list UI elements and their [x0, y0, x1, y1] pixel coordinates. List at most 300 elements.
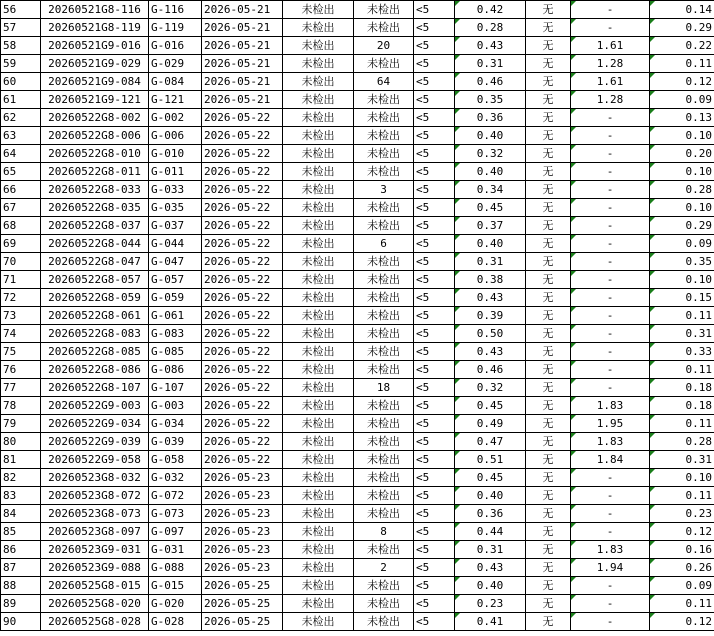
value-f-cell[interactable]: - [571, 235, 650, 253]
result-c-cell[interactable]: <5 [414, 145, 455, 163]
sample-code-cell[interactable]: 20260521G9-016 [41, 37, 149, 55]
result-b-cell[interactable]: 6 [354, 235, 414, 253]
value-f-cell[interactable]: 1.61 [571, 73, 650, 91]
result-a-cell[interactable]: 未检出 [283, 451, 354, 469]
date-cell[interactable]: 2026-05-22 [202, 307, 283, 325]
row-number-cell[interactable]: 56 [1, 1, 41, 19]
sample-id-cell[interactable]: G-015 [149, 577, 202, 595]
sample-id-cell[interactable]: G-035 [149, 199, 202, 217]
value-d-cell[interactable]: 0.42 [455, 1, 526, 19]
value-d-cell[interactable]: 0.32 [455, 379, 526, 397]
value-g-cell[interactable]: 0.18 [650, 397, 714, 415]
sample-id-cell[interactable]: G-073 [149, 505, 202, 523]
value-g-cell[interactable]: 0.28 [650, 433, 714, 451]
result-e-cell[interactable]: 无 [526, 217, 571, 235]
result-e-cell[interactable]: 无 [526, 433, 571, 451]
value-f-cell[interactable]: - [571, 469, 650, 487]
sample-code-cell[interactable]: 20260522G8-107 [41, 379, 149, 397]
result-a-cell[interactable]: 未检出 [283, 613, 354, 631]
result-b-cell[interactable]: 未检出 [354, 253, 414, 271]
row-number-cell[interactable]: 74 [1, 325, 41, 343]
value-f-cell[interactable]: - [571, 145, 650, 163]
value-d-cell[interactable]: 0.40 [455, 163, 526, 181]
sample-id-cell[interactable]: G-002 [149, 109, 202, 127]
result-a-cell[interactable]: 未检出 [283, 19, 354, 37]
value-g-cell[interactable]: 0.20 [650, 145, 714, 163]
result-e-cell[interactable]: 无 [526, 127, 571, 145]
result-b-cell[interactable]: 未检出 [354, 577, 414, 595]
sample-code-cell[interactable]: 20260521G9-121 [41, 91, 149, 109]
value-f-cell[interactable]: - [571, 289, 650, 307]
date-cell[interactable]: 2026-05-25 [202, 613, 283, 631]
sample-id-cell[interactable]: G-006 [149, 127, 202, 145]
value-f-cell[interactable]: - [571, 577, 650, 595]
date-cell[interactable]: 2026-05-23 [202, 541, 283, 559]
value-g-cell[interactable]: 0.10 [650, 271, 714, 289]
value-f-cell[interactable]: 1.61 [571, 37, 650, 55]
date-cell[interactable]: 2026-05-22 [202, 343, 283, 361]
result-c-cell[interactable]: <5 [414, 487, 455, 505]
row-number-cell[interactable]: 87 [1, 559, 41, 577]
result-a-cell[interactable]: 未检出 [283, 397, 354, 415]
result-a-cell[interactable]: 未检出 [283, 109, 354, 127]
result-e-cell[interactable]: 无 [526, 253, 571, 271]
result-b-cell[interactable]: 未检出 [354, 217, 414, 235]
result-a-cell[interactable]: 未检出 [283, 37, 354, 55]
result-c-cell[interactable]: <5 [414, 91, 455, 109]
date-cell[interactable]: 2026-05-22 [202, 397, 283, 415]
sample-code-cell[interactable]: 20260523G8-072 [41, 487, 149, 505]
date-cell[interactable]: 2026-05-23 [202, 559, 283, 577]
date-cell[interactable]: 2026-05-22 [202, 433, 283, 451]
row-number-cell[interactable]: 76 [1, 361, 41, 379]
value-d-cell[interactable]: 0.40 [455, 487, 526, 505]
row-number-cell[interactable]: 69 [1, 235, 41, 253]
date-cell[interactable]: 2026-05-22 [202, 271, 283, 289]
result-a-cell[interactable]: 未检出 [283, 523, 354, 541]
result-c-cell[interactable]: <5 [414, 523, 455, 541]
result-e-cell[interactable]: 无 [526, 541, 571, 559]
value-g-cell[interactable]: 0.28 [650, 181, 714, 199]
result-a-cell[interactable]: 未检出 [283, 307, 354, 325]
result-e-cell[interactable]: 无 [526, 19, 571, 37]
result-e-cell[interactable]: 无 [526, 343, 571, 361]
result-b-cell[interactable]: 未检出 [354, 469, 414, 487]
value-f-cell[interactable]: 1.83 [571, 397, 650, 415]
sample-code-cell[interactable]: 20260521G9-029 [41, 55, 149, 73]
result-b-cell[interactable]: 未检出 [354, 199, 414, 217]
value-g-cell[interactable]: 0.12 [650, 73, 714, 91]
result-c-cell[interactable]: <5 [414, 253, 455, 271]
result-b-cell[interactable]: 未检出 [354, 325, 414, 343]
result-b-cell[interactable]: 未检出 [354, 163, 414, 181]
result-c-cell[interactable]: <5 [414, 469, 455, 487]
result-b-cell[interactable]: 未检出 [354, 361, 414, 379]
value-d-cell[interactable]: 0.34 [455, 181, 526, 199]
sample-code-cell[interactable]: 20260522G9-039 [41, 433, 149, 451]
date-cell[interactable]: 2026-05-23 [202, 505, 283, 523]
value-g-cell[interactable]: 0.16 [650, 541, 714, 559]
sample-code-cell[interactable]: 20260522G8-057 [41, 271, 149, 289]
result-b-cell[interactable]: 8 [354, 523, 414, 541]
row-number-cell[interactable]: 59 [1, 55, 41, 73]
date-cell[interactable]: 2026-05-22 [202, 361, 283, 379]
value-g-cell[interactable]: 0.14 [650, 1, 714, 19]
result-a-cell[interactable]: 未检出 [283, 217, 354, 235]
result-b-cell[interactable]: 未检出 [354, 397, 414, 415]
result-b-cell[interactable]: 未检出 [354, 1, 414, 19]
date-cell[interactable]: 2026-05-21 [202, 1, 283, 19]
result-b-cell[interactable]: 未检出 [354, 127, 414, 145]
result-a-cell[interactable]: 未检出 [283, 73, 354, 91]
result-e-cell[interactable]: 无 [526, 55, 571, 73]
value-d-cell[interactable]: 0.51 [455, 451, 526, 469]
sample-id-cell[interactable]: G-028 [149, 613, 202, 631]
result-e-cell[interactable]: 无 [526, 307, 571, 325]
value-g-cell[interactable]: 0.09 [650, 235, 714, 253]
sample-id-cell[interactable]: G-086 [149, 361, 202, 379]
value-g-cell[interactable]: 0.12 [650, 523, 714, 541]
value-g-cell[interactable]: 0.33 [650, 343, 714, 361]
sample-id-cell[interactable]: G-016 [149, 37, 202, 55]
row-number-cell[interactable]: 88 [1, 577, 41, 595]
result-b-cell[interactable]: 64 [354, 73, 414, 91]
value-g-cell[interactable]: 0.12 [650, 613, 714, 631]
result-e-cell[interactable]: 无 [526, 451, 571, 469]
sample-code-cell[interactable]: 20260525G8-028 [41, 613, 149, 631]
sample-code-cell[interactable]: 20260521G8-116 [41, 1, 149, 19]
value-d-cell[interactable]: 0.32 [455, 145, 526, 163]
row-number-cell[interactable]: 71 [1, 271, 41, 289]
value-d-cell[interactable]: 0.31 [455, 55, 526, 73]
value-f-cell[interactable]: - [571, 595, 650, 613]
row-number-cell[interactable]: 61 [1, 91, 41, 109]
value-d-cell[interactable]: 0.50 [455, 325, 526, 343]
result-e-cell[interactable]: 无 [526, 469, 571, 487]
result-c-cell[interactable]: <5 [414, 595, 455, 613]
row-number-cell[interactable]: 84 [1, 505, 41, 523]
value-d-cell[interactable]: 0.47 [455, 433, 526, 451]
result-c-cell[interactable]: <5 [414, 109, 455, 127]
date-cell[interactable]: 2026-05-21 [202, 55, 283, 73]
result-c-cell[interactable]: <5 [414, 307, 455, 325]
sample-code-cell[interactable]: 20260523G8-073 [41, 505, 149, 523]
date-cell[interactable]: 2026-05-22 [202, 145, 283, 163]
sample-code-cell[interactable]: 20260523G8-032 [41, 469, 149, 487]
value-g-cell[interactable]: 0.11 [650, 415, 714, 433]
result-a-cell[interactable]: 未检出 [283, 433, 354, 451]
result-e-cell[interactable]: 无 [526, 379, 571, 397]
value-f-cell[interactable]: - [571, 487, 650, 505]
value-d-cell[interactable]: 0.38 [455, 271, 526, 289]
sample-id-cell[interactable]: G-119 [149, 19, 202, 37]
value-f-cell[interactable]: - [571, 199, 650, 217]
result-b-cell[interactable]: 未检出 [354, 343, 414, 361]
result-e-cell[interactable]: 无 [526, 73, 571, 91]
row-number-cell[interactable]: 86 [1, 541, 41, 559]
value-d-cell[interactable]: 0.31 [455, 253, 526, 271]
result-e-cell[interactable]: 无 [526, 37, 571, 55]
result-e-cell[interactable]: 无 [526, 361, 571, 379]
value-f-cell[interactable]: - [571, 325, 650, 343]
result-a-cell[interactable]: 未检出 [283, 199, 354, 217]
sample-id-cell[interactable]: G-072 [149, 487, 202, 505]
value-d-cell[interactable]: 0.37 [455, 217, 526, 235]
result-a-cell[interactable]: 未检出 [283, 1, 354, 19]
row-number-cell[interactable]: 82 [1, 469, 41, 487]
value-d-cell[interactable]: 0.46 [455, 73, 526, 91]
result-a-cell[interactable]: 未检出 [283, 271, 354, 289]
result-c-cell[interactable]: <5 [414, 613, 455, 631]
result-e-cell[interactable]: 无 [526, 181, 571, 199]
value-f-cell[interactable]: - [571, 505, 650, 523]
result-c-cell[interactable]: <5 [414, 559, 455, 577]
result-c-cell[interactable]: <5 [414, 1, 455, 19]
result-b-cell[interactable]: 未检出 [354, 433, 414, 451]
result-c-cell[interactable]: <5 [414, 541, 455, 559]
sample-id-cell[interactable]: G-083 [149, 325, 202, 343]
row-number-cell[interactable]: 79 [1, 415, 41, 433]
date-cell[interactable]: 2026-05-22 [202, 235, 283, 253]
date-cell[interactable]: 2026-05-25 [202, 577, 283, 595]
value-d-cell[interactable]: 0.41 [455, 613, 526, 631]
result-e-cell[interactable]: 无 [526, 595, 571, 613]
value-g-cell[interactable]: 0.11 [650, 307, 714, 325]
value-d-cell[interactable]: 0.43 [455, 559, 526, 577]
value-f-cell[interactable]: 1.83 [571, 433, 650, 451]
result-e-cell[interactable]: 无 [526, 109, 571, 127]
value-f-cell[interactable]: 1.95 [571, 415, 650, 433]
row-number-cell[interactable]: 78 [1, 397, 41, 415]
result-b-cell[interactable]: 未检出 [354, 109, 414, 127]
sample-code-cell[interactable]: 20260525G8-015 [41, 577, 149, 595]
value-g-cell[interactable]: 0.09 [650, 577, 714, 595]
result-a-cell[interactable]: 未检出 [283, 325, 354, 343]
value-d-cell[interactable]: 0.45 [455, 199, 526, 217]
row-number-cell[interactable]: 81 [1, 451, 41, 469]
value-d-cell[interactable]: 0.39 [455, 307, 526, 325]
date-cell[interactable]: 2026-05-22 [202, 379, 283, 397]
sample-code-cell[interactable]: 20260521G9-084 [41, 73, 149, 91]
result-c-cell[interactable]: <5 [414, 163, 455, 181]
result-b-cell[interactable]: 未检出 [354, 415, 414, 433]
sample-id-cell[interactable]: G-039 [149, 433, 202, 451]
sample-id-cell[interactable]: G-010 [149, 145, 202, 163]
value-d-cell[interactable]: 0.31 [455, 541, 526, 559]
value-f-cell[interactable]: 1.28 [571, 55, 650, 73]
result-a-cell[interactable]: 未检出 [283, 541, 354, 559]
result-e-cell[interactable]: 无 [526, 577, 571, 595]
value-f-cell[interactable]: - [571, 307, 650, 325]
sample-id-cell[interactable]: G-061 [149, 307, 202, 325]
date-cell[interactable]: 2026-05-21 [202, 73, 283, 91]
value-g-cell[interactable]: 0.10 [650, 127, 714, 145]
sample-id-cell[interactable]: G-057 [149, 271, 202, 289]
value-d-cell[interactable]: 0.46 [455, 361, 526, 379]
result-e-cell[interactable]: 无 [526, 199, 571, 217]
value-g-cell[interactable]: 0.26 [650, 559, 714, 577]
result-b-cell[interactable]: 未检出 [354, 307, 414, 325]
value-f-cell[interactable]: 1.83 [571, 541, 650, 559]
value-d-cell[interactable]: 0.45 [455, 469, 526, 487]
sample-id-cell[interactable]: G-031 [149, 541, 202, 559]
result-b-cell[interactable]: 2 [354, 559, 414, 577]
date-cell[interactable]: 2026-05-22 [202, 127, 283, 145]
result-c-cell[interactable]: <5 [414, 19, 455, 37]
sample-code-cell[interactable]: 20260522G8-059 [41, 289, 149, 307]
date-cell[interactable]: 2026-05-23 [202, 487, 283, 505]
sample-code-cell[interactable]: 20260522G8-006 [41, 127, 149, 145]
result-a-cell[interactable]: 未检出 [283, 469, 354, 487]
sample-code-cell[interactable]: 20260522G9-003 [41, 397, 149, 415]
value-f-cell[interactable]: - [571, 217, 650, 235]
result-a-cell[interactable]: 未检出 [283, 181, 354, 199]
value-g-cell[interactable]: 0.11 [650, 487, 714, 505]
sample-id-cell[interactable]: G-037 [149, 217, 202, 235]
sample-id-cell[interactable]: G-020 [149, 595, 202, 613]
result-c-cell[interactable]: <5 [414, 199, 455, 217]
result-e-cell[interactable]: 无 [526, 271, 571, 289]
result-c-cell[interactable]: <5 [414, 325, 455, 343]
date-cell[interactable]: 2026-05-22 [202, 163, 283, 181]
sample-code-cell[interactable]: 20260523G8-097 [41, 523, 149, 541]
value-d-cell[interactable]: 0.44 [455, 523, 526, 541]
result-e-cell[interactable]: 无 [526, 1, 571, 19]
value-g-cell[interactable]: 0.35 [650, 253, 714, 271]
value-g-cell[interactable]: 0.10 [650, 163, 714, 181]
sample-code-cell[interactable]: 20260522G9-034 [41, 415, 149, 433]
result-e-cell[interactable]: 无 [526, 613, 571, 631]
date-cell[interactable]: 2026-05-23 [202, 523, 283, 541]
date-cell[interactable]: 2026-05-21 [202, 91, 283, 109]
value-d-cell[interactable]: 0.49 [455, 415, 526, 433]
result-a-cell[interactable]: 未检出 [283, 127, 354, 145]
row-number-cell[interactable]: 89 [1, 595, 41, 613]
value-g-cell[interactable]: 0.15 [650, 289, 714, 307]
value-f-cell[interactable]: - [571, 361, 650, 379]
date-cell[interactable]: 2026-05-22 [202, 109, 283, 127]
row-number-cell[interactable]: 66 [1, 181, 41, 199]
value-d-cell[interactable]: 0.40 [455, 577, 526, 595]
result-a-cell[interactable]: 未检出 [283, 55, 354, 73]
value-g-cell[interactable]: 0.29 [650, 217, 714, 235]
result-c-cell[interactable]: <5 [414, 343, 455, 361]
sample-code-cell[interactable]: 20260522G8-002 [41, 109, 149, 127]
value-d-cell[interactable]: 0.35 [455, 91, 526, 109]
result-a-cell[interactable]: 未检出 [283, 559, 354, 577]
sample-id-cell[interactable]: G-121 [149, 91, 202, 109]
row-number-cell[interactable]: 65 [1, 163, 41, 181]
result-e-cell[interactable]: 无 [526, 145, 571, 163]
value-f-cell[interactable]: - [571, 109, 650, 127]
sample-code-cell[interactable]: 20260522G8-010 [41, 145, 149, 163]
sample-id-cell[interactable]: G-097 [149, 523, 202, 541]
date-cell[interactable]: 2026-05-22 [202, 415, 283, 433]
result-a-cell[interactable]: 未检出 [283, 577, 354, 595]
value-f-cell[interactable]: - [571, 379, 650, 397]
value-d-cell[interactable]: 0.43 [455, 343, 526, 361]
result-e-cell[interactable]: 无 [526, 487, 571, 505]
result-c-cell[interactable]: <5 [414, 505, 455, 523]
result-a-cell[interactable]: 未检出 [283, 595, 354, 613]
row-number-cell[interactable]: 67 [1, 199, 41, 217]
date-cell[interactable]: 2026-05-22 [202, 325, 283, 343]
sample-id-cell[interactable]: G-085 [149, 343, 202, 361]
row-number-cell[interactable]: 72 [1, 289, 41, 307]
result-a-cell[interactable]: 未检出 [283, 487, 354, 505]
result-b-cell[interactable]: 未检出 [354, 487, 414, 505]
result-c-cell[interactable]: <5 [414, 451, 455, 469]
value-f-cell[interactable]: - [571, 253, 650, 271]
result-b-cell[interactable]: 未检出 [354, 595, 414, 613]
date-cell[interactable]: 2026-05-25 [202, 595, 283, 613]
value-f-cell[interactable]: - [571, 613, 650, 631]
sample-code-cell[interactable]: 20260525G8-020 [41, 595, 149, 613]
row-number-cell[interactable]: 73 [1, 307, 41, 325]
date-cell[interactable]: 2026-05-22 [202, 253, 283, 271]
result-a-cell[interactable]: 未检出 [283, 145, 354, 163]
sample-id-cell[interactable]: G-011 [149, 163, 202, 181]
result-b-cell[interactable]: 20 [354, 37, 414, 55]
value-g-cell[interactable]: 0.18 [650, 379, 714, 397]
result-e-cell[interactable]: 无 [526, 397, 571, 415]
result-e-cell[interactable]: 无 [526, 505, 571, 523]
result-c-cell[interactable]: <5 [414, 361, 455, 379]
result-c-cell[interactable]: <5 [414, 289, 455, 307]
value-d-cell[interactable]: 0.36 [455, 109, 526, 127]
result-e-cell[interactable]: 无 [526, 325, 571, 343]
result-c-cell[interactable]: <5 [414, 127, 455, 145]
result-e-cell[interactable]: 无 [526, 235, 571, 253]
value-f-cell[interactable]: - [571, 1, 650, 19]
result-b-cell[interactable]: 未检出 [354, 19, 414, 37]
result-b-cell[interactable]: 18 [354, 379, 414, 397]
date-cell[interactable]: 2026-05-21 [202, 19, 283, 37]
result-b-cell[interactable]: 未检出 [354, 91, 414, 109]
value-f-cell[interactable]: - [571, 271, 650, 289]
result-c-cell[interactable]: <5 [414, 235, 455, 253]
result-b-cell[interactable]: 3 [354, 181, 414, 199]
result-a-cell[interactable]: 未检出 [283, 253, 354, 271]
result-c-cell[interactable]: <5 [414, 379, 455, 397]
row-number-cell[interactable]: 57 [1, 19, 41, 37]
value-g-cell[interactable]: 0.31 [650, 451, 714, 469]
value-f-cell[interactable]: 1.94 [571, 559, 650, 577]
date-cell[interactable]: 2026-05-22 [202, 199, 283, 217]
sample-code-cell[interactable]: 20260522G9-058 [41, 451, 149, 469]
result-b-cell[interactable]: 未检出 [354, 505, 414, 523]
value-f-cell[interactable]: - [571, 343, 650, 361]
value-g-cell[interactable]: 0.13 [650, 109, 714, 127]
row-number-cell[interactable]: 64 [1, 145, 41, 163]
result-a-cell[interactable]: 未检出 [283, 235, 354, 253]
sample-id-cell[interactable]: G-032 [149, 469, 202, 487]
value-f-cell[interactable]: - [571, 19, 650, 37]
value-f-cell[interactable]: - [571, 163, 650, 181]
sample-code-cell[interactable]: 20260522G8-086 [41, 361, 149, 379]
result-c-cell[interactable]: <5 [414, 415, 455, 433]
result-c-cell[interactable]: <5 [414, 397, 455, 415]
value-d-cell[interactable]: 0.36 [455, 505, 526, 523]
sample-code-cell[interactable]: 20260522G8-061 [41, 307, 149, 325]
result-b-cell[interactable]: 未检出 [354, 541, 414, 559]
sample-code-cell[interactable]: 20260521G8-119 [41, 19, 149, 37]
sample-code-cell[interactable]: 20260523G9-031 [41, 541, 149, 559]
value-d-cell[interactable]: 0.40 [455, 235, 526, 253]
value-d-cell[interactable]: 0.23 [455, 595, 526, 613]
row-number-cell[interactable]: 60 [1, 73, 41, 91]
sample-code-cell[interactable]: 20260522G8-037 [41, 217, 149, 235]
